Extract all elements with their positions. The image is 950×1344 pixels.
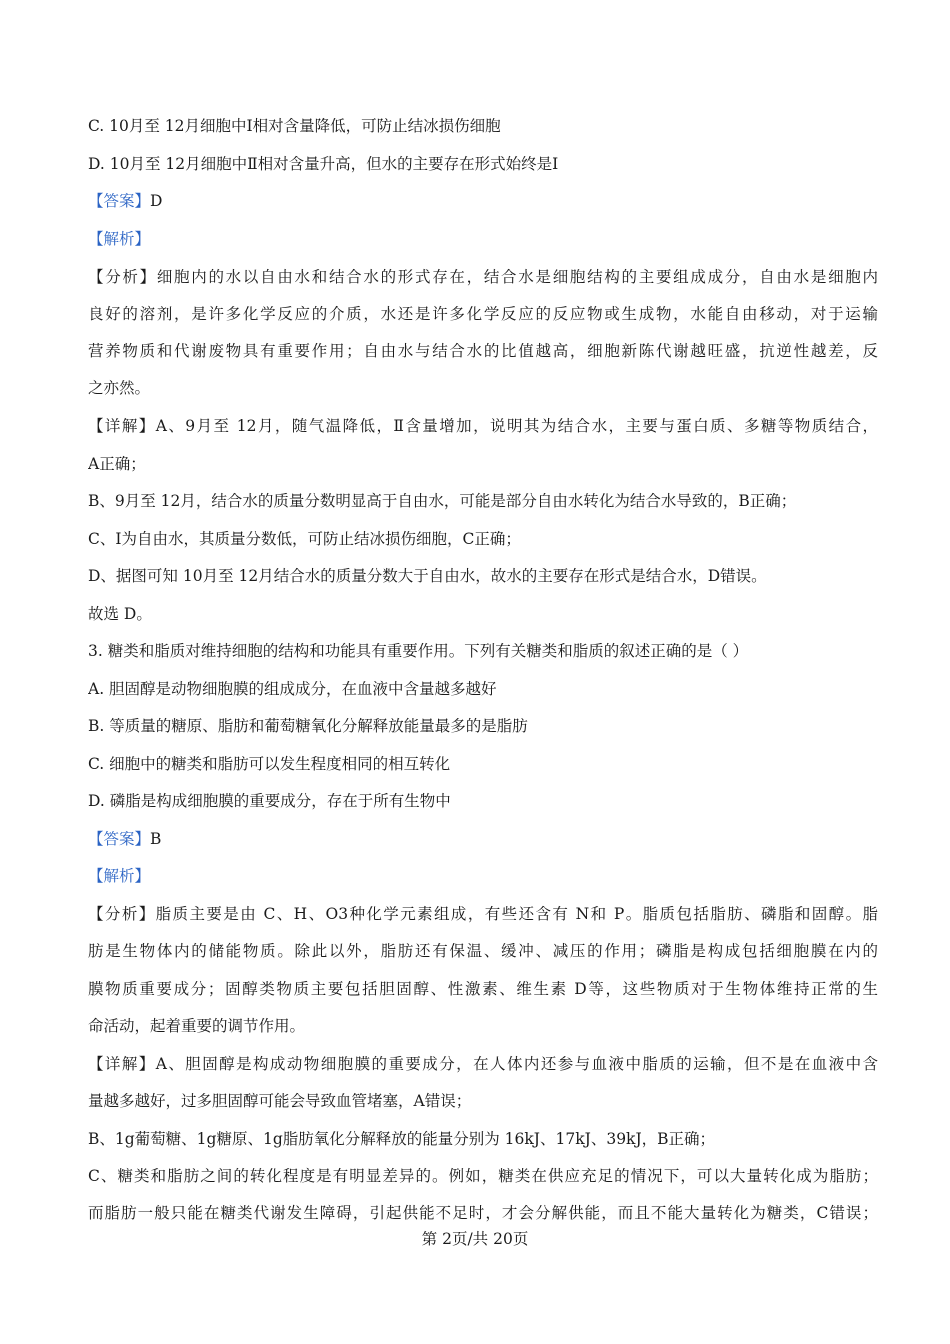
- question-3-stem: 3. 糖类和脂质对维持细胞的结构和功能具有重要作用。下列有关糖类和脂质的叙述正确的是（ ）: [88, 642, 749, 660]
- conclusion-line: 故选 D。: [88, 605, 152, 623]
- page-number-footer: 第 2页/共 20页: [421, 1230, 529, 1248]
- option-a-line: A. 胆固醇是动物细胞膜的组成成分，在血液中含量越多越好: [88, 680, 497, 698]
- answer-line: [88, 828, 878, 850]
- option-d-line: D. 10月至 12月细胞中Ⅱ相对含量升高，但水的主要存在形式始终是Ⅰ: [88, 155, 559, 173]
- option-c-line: C. 细胞中的糖类和脂肪可以发生程度相同的相互转化: [88, 755, 451, 773]
- analysis-paragraph-line: 【分析】细胞内的水以自由水和结合水的形式存在，结合水是细胞结构的主要组成成分，自由水是细胞内: [88, 268, 878, 286]
- detail-paragraph-line: B、9月至 12月，结合水的质量分数明显高于自由水，可能是部分自由水转化为结合水导致的，B正确；: [88, 492, 797, 510]
- answer-value: B: [150, 830, 162, 848]
- detail-paragraph-line: 【详解】A、胆固醇是构成动物细胞膜的重要成分，在人体内还参与血液中脂质的运输，但不是在血液中含: [88, 1055, 878, 1073]
- analysis-paragraph-line: 命活动，起着重要的调节作用。: [88, 1017, 306, 1035]
- detail-paragraph-line: 而脂肪一般只能在糖类代谢发生障碍，引起供能不足时，才会分解供能，而且不能大量转化为糖类，C错误；: [88, 1204, 878, 1222]
- analysis-heading: 【解析】: [88, 867, 151, 885]
- analysis-paragraph-line: 【分析】脂质主要是由 C、H、O3种化学元素组成，有些还含有 N和 P。脂质包括脂肪、磷脂和固醇。脂: [88, 905, 878, 923]
- option-c-line: C. 10月至 12月细胞中Ⅰ相对含量降低，可防止结冰损伤细胞: [88, 117, 501, 135]
- option-d-line: D. 磷脂是构成细胞膜的重要成分，存在于所有生物中: [88, 792, 451, 810]
- detail-paragraph-line: B、1g葡萄糖、1g糖原、1g脂肪氧化分解释放的能量分别为 16kJ、17kJ、39kJ，B正确；: [88, 1130, 716, 1148]
- detail-paragraph-line: 【详解】A、9月至 12月，随气温降低，Ⅱ含量增加，说明其为结合水，主要与蛋白质、多糖等物质结合，: [88, 417, 878, 435]
- analysis-paragraph-line: 膜物质重要成分；固醇类物质主要包括胆固醇、性激素、维生素 D等，这些物质对于生物体维持正常的生: [88, 980, 878, 998]
- analysis-paragraph-line: 之亦然。: [88, 379, 151, 397]
- analysis-heading: 【解析】: [88, 230, 151, 248]
- detail-paragraph-line: C、Ⅰ为自由水，其质量分数低，可防止结冰损伤细胞，C正确；: [88, 530, 521, 548]
- detail-paragraph-line: D、据图可知 10月至 12月结合水的质量分数大于自由水，故水的主要存在形式是结合水，D错误。: [88, 567, 767, 585]
- answer-line: [88, 190, 878, 212]
- analysis-paragraph-line: 营养物质和代谢废物具有重要作用；自由水与结合水的比值越高，细胞新陈代谢越旺盛，抗逆性越差，反: [88, 342, 878, 360]
- answer-tag: 【答案】: [88, 192, 151, 210]
- answer-value: D: [150, 192, 163, 210]
- analysis-paragraph-line: 良好的溶剂，是许多化学反应的介质，水还是许多化学反应的反应物或生成物，水能自由移动，对于运输: [88, 305, 878, 323]
- detail-paragraph-line: 量越多越好，过多胆固醇可能会导致血管堵塞，A错误；: [88, 1092, 472, 1110]
- detail-paragraph-line: A正确；: [88, 455, 146, 473]
- option-b-line: B. 等质量的糖原、脂肪和葡萄糖氧化分解释放能量最多的是脂肪: [88, 717, 528, 735]
- analysis-paragraph-line: 肪是生物体内的储能物质。除此以外，脂肪还有保温、缓冲、减压的作用；磷脂是构成包括细胞膜在内的: [88, 942, 878, 960]
- answer-tag: 【答案】: [88, 830, 151, 848]
- detail-paragraph-line: C、糖类和脂肪之间的转化程度是有明显差异的。例如，糖类在供应充足的情况下，可以大量转化成为脂肪；: [88, 1167, 878, 1185]
